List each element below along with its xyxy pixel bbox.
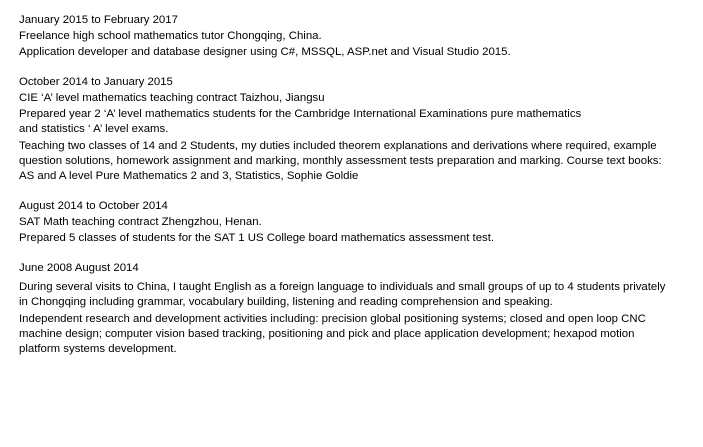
entry-date: October 2014 to January 2015 [19,76,173,88]
entry-line: Freelance high school mathematics tutor Chongqing, China. [19,30,322,42]
entry-paragraph: During several visits to China, I taught English as a foreign language to individuals and small groups of up to 4 students privately in Chongqing including grammar, vocabulary building, listening and reading comprehension and speaking. [19,281,666,308]
entry-date: June 2008 August 2014 [19,262,139,274]
entry-paragraph: Teaching two classes of 14 and 2 Students, my duties included theorem explanations and derivations where required, example question solutions, homework assignment and marking, monthly assessment tests preparation and marking. Course text books: AS and A level Pure Mathematics 2 and 3, Statistics, Sophie Goldie [19,140,662,182]
entry-line: Prepared 5 classes of students for the SAT 1 US College board mathematics assessment test. [19,232,495,244]
experience-entry-2 [19,74,679,184]
entry-paragraph: Prepared year 2 ‘A’ level mathematics students for the Cambridge International Examinations pure mathematics and statistics ‘ A’ level exams. [19,108,582,135]
entry-line: Application developer and database designer using C#, MSSQL, ASP.net and Visual Studio 2015. [19,46,511,58]
entry-line: CIE ‘A’ level mathematics teaching contract Taizhou, Jiangsu [19,92,325,104]
entry-line: SAT Math teaching contract Zhengzhou, Henan. [19,216,262,228]
entry-date: August 2014 to October 2014 [19,200,168,212]
entry-paragraph: Independent research and development activities including: precision global positioning systems; closed and open loop CNC machine design; computer vision based tracking, positioning and pick and place application development; hexapod motion platform systems development. [19,313,646,355]
entry-date: January 2015 to February 2017 [19,14,178,26]
resume-document [19,12,679,371]
experience-entry-3 [19,198,679,246]
experience-entry-4 [19,260,679,357]
experience-entry-1 [19,12,679,60]
